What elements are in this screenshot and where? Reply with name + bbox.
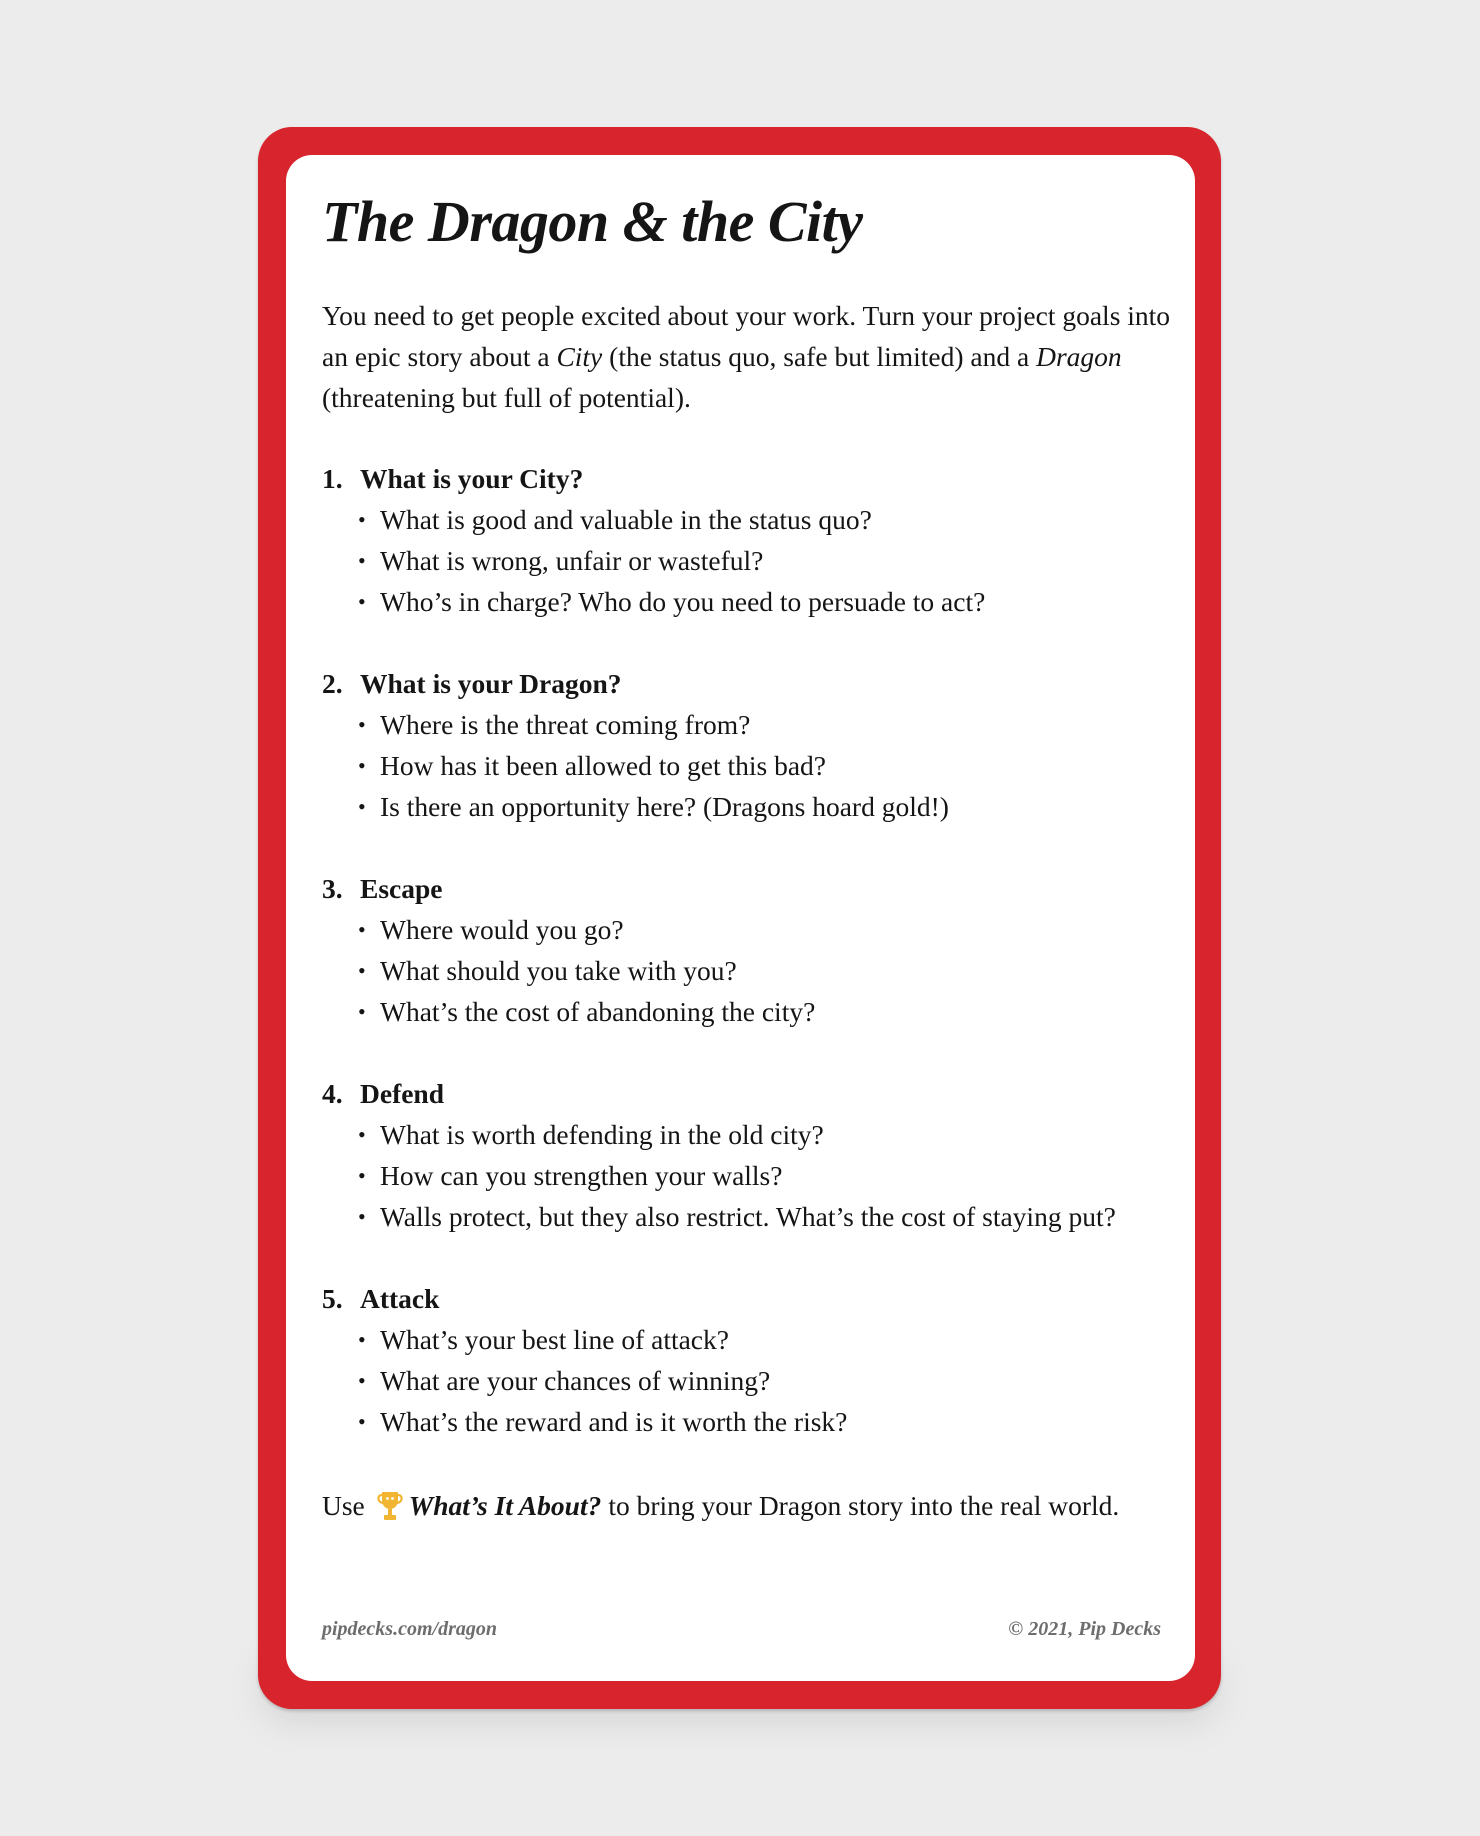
step-number: 2. [322, 668, 343, 699]
step-title: Escape [360, 873, 443, 904]
bullet-dot: • [358, 1368, 366, 1393]
bullet-text: What are your chances of winning? [380, 1365, 771, 1396]
step-number: 4. [322, 1078, 343, 1109]
bullet-text: Walls protect, but they also restrict. What’s the cost of staying put? [380, 1201, 1116, 1232]
bullet-dot: • [358, 917, 366, 942]
bullet-text: Who’s in charge? Who do you need to persuade to act? [380, 586, 986, 617]
bullet-item [358, 1114, 1182, 1155]
step-bullets [322, 704, 1182, 827]
bullet-text: What’s the reward and is it worth the risk? [380, 1406, 848, 1437]
intro-text-1: You need to get people excited about your work. Turn your project goals into an epic story about a [322, 300, 1171, 372]
bullet-item [358, 1401, 1182, 1442]
bullet-text: What should you take with you? [380, 955, 737, 986]
step-title: Defend [360, 1078, 445, 1109]
step-number: 3. [322, 873, 343, 904]
bullet-dot: • [358, 794, 366, 819]
bullet-dot: • [358, 548, 366, 573]
intro-text-3: (threatening but full of potential). [322, 382, 691, 413]
step-city [322, 458, 1182, 663]
bullet-dot: • [358, 712, 366, 737]
steps-list [322, 458, 1182, 1483]
intro-text-2: (the status quo, safe but limited) and a [602, 341, 1037, 372]
bullet-item [358, 704, 1182, 745]
card-content [286, 155, 1195, 1681]
bullet-item [358, 1360, 1182, 1401]
bullet-item [358, 1319, 1182, 1360]
bullet-item [358, 540, 1182, 581]
step-title: What is your City? [360, 463, 584, 494]
bullet-item [358, 1196, 1182, 1237]
step-bullets [322, 1114, 1182, 1237]
bullet-dot: • [358, 1327, 366, 1352]
bullet-dot: • [358, 1409, 366, 1434]
step-title: What is your Dragon? [360, 668, 622, 699]
bullet-dot: • [358, 1204, 366, 1229]
bullet-text: Is there an opportunity here? (Dragons hoard gold!) [380, 791, 949, 822]
step-bullets [322, 909, 1182, 1032]
step-bullets [322, 1319, 1182, 1442]
note-prefix: Use [322, 1490, 365, 1521]
bullet-item [358, 950, 1182, 991]
bullet-item [358, 909, 1182, 950]
step-heading [322, 1073, 1182, 1114]
bullet-text: Where would you go? [380, 914, 624, 945]
footer-copyright: © 2021, Pip Decks [1008, 1618, 1161, 1640]
intro-city-word: City [556, 341, 603, 372]
bullet-dot: • [358, 1163, 366, 1188]
step-heading [322, 458, 1182, 499]
bullet-item [358, 745, 1182, 786]
bullet-dot: • [358, 958, 366, 983]
step-escape [322, 868, 1182, 1073]
bullet-item [358, 499, 1182, 540]
trophy-icon [375, 1489, 405, 1523]
related-card-link[interactable]: What’s It About? [408, 1490, 602, 1521]
bullet-dot: • [358, 999, 366, 1024]
related-card-note [322, 1485, 1182, 1526]
bullet-item [358, 1155, 1182, 1196]
bullet-item [358, 786, 1182, 827]
bullet-text: How has it been allowed to get this bad? [380, 750, 827, 781]
bullet-text: What is good and valuable in the status quo? [380, 504, 872, 535]
bullet-text: What is wrong, unfair or wasteful? [380, 545, 764, 576]
step-defend [322, 1073, 1182, 1278]
bullet-item [358, 991, 1182, 1032]
step-heading [322, 868, 1182, 909]
bullet-dot: • [358, 753, 366, 778]
bullet-text: What’s the cost of abandoning the city? [380, 996, 816, 1027]
bullet-dot: • [358, 1122, 366, 1147]
intro-paragraph [322, 295, 1172, 418]
bullet-text: How can you strengthen your walls? [380, 1160, 783, 1191]
bullet-text: What’s your best line of attack? [380, 1324, 729, 1355]
step-heading [322, 1278, 1182, 1319]
bullet-dot: • [358, 507, 366, 532]
bullet-dot: • [358, 589, 366, 614]
bullet-text: What is worth defending in the old city? [380, 1119, 824, 1150]
step-number: 5. [322, 1283, 343, 1314]
step-title: Attack [360, 1283, 440, 1314]
step-attack [322, 1278, 1182, 1483]
note-suffix: to bring your Dragon story into the real world. [608, 1490, 1120, 1521]
bullet-item [358, 581, 1182, 622]
bullet-text: Where is the threat coming from? [380, 709, 751, 740]
step-heading [322, 663, 1182, 704]
step-dragon [322, 663, 1182, 868]
card [258, 127, 1221, 1709]
step-number: 1. [322, 463, 343, 494]
footer-url: pipdecks.com/dragon [322, 1618, 497, 1640]
step-bullets [322, 499, 1182, 622]
card-title: The Dragon & the City [322, 189, 863, 254]
intro-dragon-word: Dragon [1036, 341, 1122, 372]
